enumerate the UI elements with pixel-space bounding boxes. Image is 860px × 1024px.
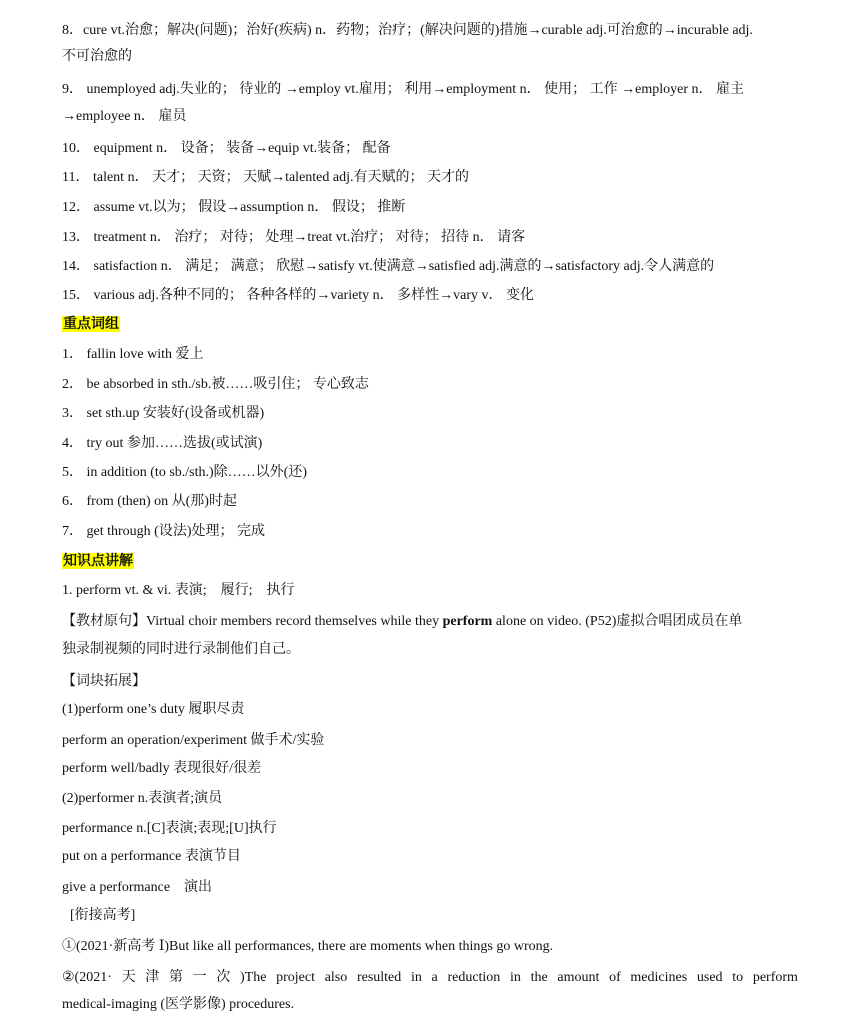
word: in	[410, 970, 422, 985]
expand-line: performance n.[C]表演;表现;[U]执行	[62, 821, 277, 836]
vocab-line-8: 8．cure vt.治愈；解决(问题)；治好(疾病) n．药物；治疗；(解决问题的)措施→curable adj.可治愈的→incurable adj.	[62, 23, 753, 38]
word: ②(2021·	[62, 970, 112, 985]
phrase-item: 7． get through (设法)处理； 完成	[62, 524, 265, 539]
textbook-sentence-pre: Virtual choir members record themselves while they	[146, 614, 443, 629]
section-heading-phrases	[62, 314, 120, 335]
textbook-sentence	[62, 612, 742, 632]
vocab-line-8-cont: 不可治愈的	[62, 49, 132, 64]
textbook-sentence-post: alone on video. (P52)虚拟合唱团成员在单	[492, 614, 743, 629]
expand-line: put on a performance 表演节目	[62, 849, 241, 864]
phrase-item: 3． set sth.up 安装好(设备或机器)	[62, 406, 265, 421]
vocab-line-14: 14． satisfaction n． 满足； 满意； 欣慰→satisfy vt.使满意→satisfied adj.满意的→satisfactory adj.令人满意的	[62, 259, 715, 274]
textbook-label: 【教材原句】	[62, 614, 146, 629]
vocab-line-9-cont: →employee n． 雇员	[62, 109, 187, 124]
word: 天	[121, 970, 136, 985]
vocab-line-9: 9． unemployed adj.失业的； 待业的 →employ vt.雇用； 利用→employment n． 使用； 工作 →employer n． 雇主	[62, 82, 745, 97]
section-heading-points-text: 知识点讲解	[63, 553, 133, 569]
word: of	[609, 970, 621, 985]
vocab-line-15: 15． various adj.各种不同的； 各种各样的→variety n． 多样性→vary v． 变化	[62, 288, 535, 303]
word: 次	[216, 970, 231, 985]
word: the	[530, 970, 548, 985]
expand-line: (2)performer n.表演者;演员	[62, 791, 223, 806]
word: to	[732, 970, 744, 985]
phrase-item: 4． try out 参加……选拔(或试演)	[62, 436, 263, 451]
section-heading-points	[62, 551, 134, 572]
phrase-item: 1． fallin love with 爱上	[62, 347, 204, 362]
expand-line: (1)perform one’s duty 履职尽责	[62, 702, 245, 717]
word: resulted	[356, 970, 402, 985]
gaokao-example-1: ①(2021·新高考 Ⅰ)But like all performances, there are moments when things go wrong.	[62, 939, 554, 954]
phrase-item: 5． in addition (to sb./sth.)除……以外(还)	[62, 465, 307, 480]
word: amount	[557, 970, 600, 985]
expand-line: perform an operation/experiment 做手术/实验	[62, 733, 325, 748]
word: 第	[168, 970, 183, 985]
textbook-sentence-cont: 独录制视频的同时进行录制他们自己。	[62, 642, 300, 657]
expand-line: give a performance 演出	[62, 880, 213, 895]
word: )The	[240, 970, 267, 985]
section-heading-phrases-text: 重点词组	[63, 316, 119, 332]
point-title: 1. perform vt. & vi. 表演; 履行; 执行	[62, 583, 295, 598]
word: in	[510, 970, 521, 985]
textbook-keyword: perform	[442, 614, 493, 629]
vocab-line-12: 12． assume vt.以为； 假设→assumption n． 假设； 推断	[62, 200, 406, 215]
expand-label: 【词块拓展】	[62, 674, 146, 689]
gaokao-label: [衔接高考]	[70, 908, 136, 923]
word: reduction	[447, 970, 501, 985]
vocab-line-10: 10． equipment n． 设备； 装备→equip vt.装备； 配备	[62, 141, 391, 156]
vocab-line-13: 13． treatment n． 治疗； 对待； 处理→treat vt.治疗； 对待； 招待 n． 请客	[62, 230, 526, 245]
word: medicines	[630, 970, 688, 985]
word: project	[276, 970, 315, 985]
word: 津	[145, 970, 160, 985]
gaokao-example-2	[62, 968, 798, 988]
word: also	[324, 970, 348, 985]
phrase-item: 6． from (then) on 从(那)时起	[62, 494, 237, 509]
expand-line: perform well/badly 表现很好/很差	[62, 761, 262, 776]
gaokao-example-2-cont: medical-imaging (医学影像) procedures.	[62, 997, 295, 1012]
phrase-item: 2． be absorbed in sth./sb.被……吸引住； 专心致志	[62, 377, 369, 392]
vocab-line-11: 11． talent n． 天才； 天资； 天赋→talented adj.有天赋的； 天才的	[62, 170, 469, 185]
word: a	[431, 970, 438, 985]
word: perform	[752, 970, 798, 985]
word: 一	[192, 970, 207, 985]
word: used	[696, 970, 723, 985]
